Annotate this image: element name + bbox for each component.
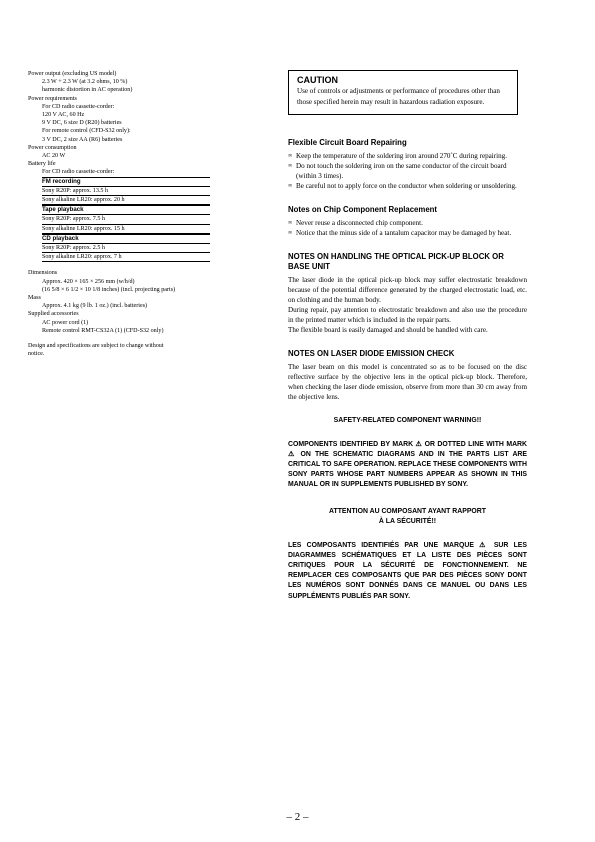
optical-paragraph: The laser diode in the optical pick-up block may suffer electrostatic breakdown because of the potential difference generated by the charged electrostatic load, etc. on clothing and the human body. [288, 275, 527, 304]
bullet-icon: ∞ [288, 229, 293, 236]
list-item: ∞ Never reuse a disconnected chip component. [288, 218, 423, 227]
optical-paragraph: During repair, pay attention to electrostatic breakdown and also use the procedure in the printed matter which is included in the repair parts. [288, 305, 527, 324]
bullet-icon: ∞ [288, 219, 293, 226]
accessory-item: Remote control RMT-CS32A (1) (CFD-S32 only) [42, 327, 164, 334]
power-output-value: 2.3 W + 2.3 W (at 3.2 ohms, 10 %) [42, 79, 128, 86]
disclaimer-line: notice. [28, 351, 45, 358]
battery-table-row: Sony alkaline LR20: approx. 15 h [42, 225, 210, 234]
remote-power: 3 V DC, 2 size AA (R6) batteries [42, 136, 123, 143]
list-item: ∞ Be careful not to apply force on the conductor when soldering or unsoldering. [288, 181, 517, 190]
battery-table-heading: FM recording [42, 177, 210, 187]
disclaimer-line: Design and specifications are subject to change without [28, 343, 164, 350]
battery-table-row: Sony alkaline LR20: approx. 7 h [42, 253, 210, 262]
service-notes-column [288, 70, 527, 602]
mass-label: Mass [28, 295, 41, 302]
french-warning-title [288, 507, 527, 527]
power-consumption-value: AC 20 W [42, 153, 66, 160]
flexible-board-heading: Flexible Circuit Board Repairing [288, 137, 407, 147]
caution-title: CAUTION [297, 75, 338, 85]
optical-paragraph: The flexible board is easily damaged and should be handled with care. [288, 325, 488, 334]
battery-table-row: Sony alkaline LR20: approx. 20 h [42, 196, 210, 205]
power-output-label: Power output (excluding US model) [28, 71, 117, 77]
cd-cassette-label: For CD radio cassette-corder: [42, 103, 115, 110]
laser-check-section [288, 349, 527, 402]
dimensions-label: Dimensions [28, 270, 58, 277]
power-output-note: harmonic distortion in AC operation) [42, 87, 133, 94]
battery-table-heading: Tape playback [42, 205, 210, 215]
battery-table-row: Sony R20P: approx. 7.5 h [42, 215, 210, 224]
power-consumption-label: Power consumption [28, 144, 77, 151]
safety-warning-title: SAFETY-RELATED COMPONENT WARNING!! [333, 416, 482, 424]
bullet-icon: ∞ [288, 152, 293, 159]
accessories-label: Supplied accessories [28, 311, 79, 318]
power-dc: 9 V DC, 6 size D (R20) batteries [42, 120, 122, 127]
dimensions-value: Approx. 420 × 165 × 256 mm (w/h/d) [42, 278, 135, 285]
remote-label: For remote control (CFD-S32 only): [42, 128, 131, 135]
specifications-column [28, 70, 266, 359]
flexible-board-section [288, 138, 527, 191]
mass-value: Approx. 4.1 kg (9 lb. 1 oz.) (incl. batteries) [42, 303, 148, 310]
list-item: ∞ Do not touch the soldering iron on the same conductor of the circuit board (within 3 times). [288, 161, 507, 180]
chip-replacement-section [288, 205, 527, 238]
battery-life-table [42, 177, 210, 263]
bullet-icon: ∞ [288, 162, 293, 169]
chip-replacement-heading: Notes on Chip Component Replacement [288, 204, 438, 214]
laser-check-body: The laser beam on this model is concentrated so as to be focused on the disc reflective surface by the objective lens in the optical pick-up block. Therefore, when checking the laser diode emission, observe from more than 30 cm away from the objective lens. [288, 362, 527, 401]
french-warning-body: LES COMPOSANTS IDENTIFIÉS PAR UNE MARQUE ⚠ SUR LES DIAGRAMMES SCHÉMATIQUES ET LA LISTE DES PIÈCES SONT CRITIQUES POUR LA SÉCURITÉ DE FONCTIONNEMENT. NE REMPLACER CES COMPOSANTS QUE PAR DES PIÈCES SONY DONT LES NUMÉROS SONT DONNÉS DANS CE MANUEL OU DANS LES SUPPLÉMENTS PUBLIÉS PAR SONY. [288, 541, 527, 600]
dimensions-inches: (16 5/8 × 6 1/2 × 10 1/8 inches) (incl. projecting parts) [42, 286, 176, 293]
battery-table-heading: CD playback [42, 234, 210, 244]
optical-pickup-section [288, 252, 527, 335]
list-item: ∞ Keep the temperature of the soldering iron around 270˚C during repairing. [288, 151, 507, 160]
bullet-icon: ∞ [288, 182, 293, 189]
power-ac: 120 V AC, 60 Hz [42, 112, 85, 119]
optical-pickup-heading: NOTES ON HANDLING THE OPTICAL PICK-UP BLOCK OR BASE UNIT [288, 251, 504, 271]
battery-table-row: Sony R20P: approx. 13.5 h [42, 187, 210, 196]
laser-check-heading: NOTES ON LASER DIODE EMISSION CHECK [288, 348, 455, 358]
caution-box [288, 70, 518, 115]
safety-warning-body: COMPONENTS IDENTIFIED BY MARK ⚠ OR DOTTED LINE WITH MARK ⚠ ON THE SCHEMATIC DIAGRAMS AND IN THE PARTS LIST ARE CRITICAL TO SAFE OPERATION. REPLACE THESE COMPONENTS WITH SONY PARTS WHOSE PART NUMBERS APPEAR AS SHOWN IN THIS MANUAL OR IN SUPPLEMENTS PUBLISHED BY SONY. [288, 440, 527, 489]
power-requirements-label: Power requirements [28, 95, 77, 102]
accessory-item: AC power cord (1) [42, 319, 89, 326]
list-item: ∞ Notice that the minus side of a tantalum capacitor may be damaged by heat. [288, 228, 512, 237]
battery-life-label: Battery life [28, 161, 56, 168]
battery-cd-label: For CD radio cassette-corder: [42, 169, 115, 176]
page-number: – 2 – [286, 811, 309, 823]
battery-table-row: Sony R20P: approx. 2.5 h [42, 244, 210, 253]
french-title-line: ATTENTION AU COMPOSANT AYANT RAPPORT [329, 507, 486, 515]
french-title-line: À LA SÉCURITÉ!! [378, 517, 437, 525]
caution-body: Use of controls or adjustments or performance of procedures other than those specified herein may result in hazardous radiation exposure. [297, 87, 500, 107]
